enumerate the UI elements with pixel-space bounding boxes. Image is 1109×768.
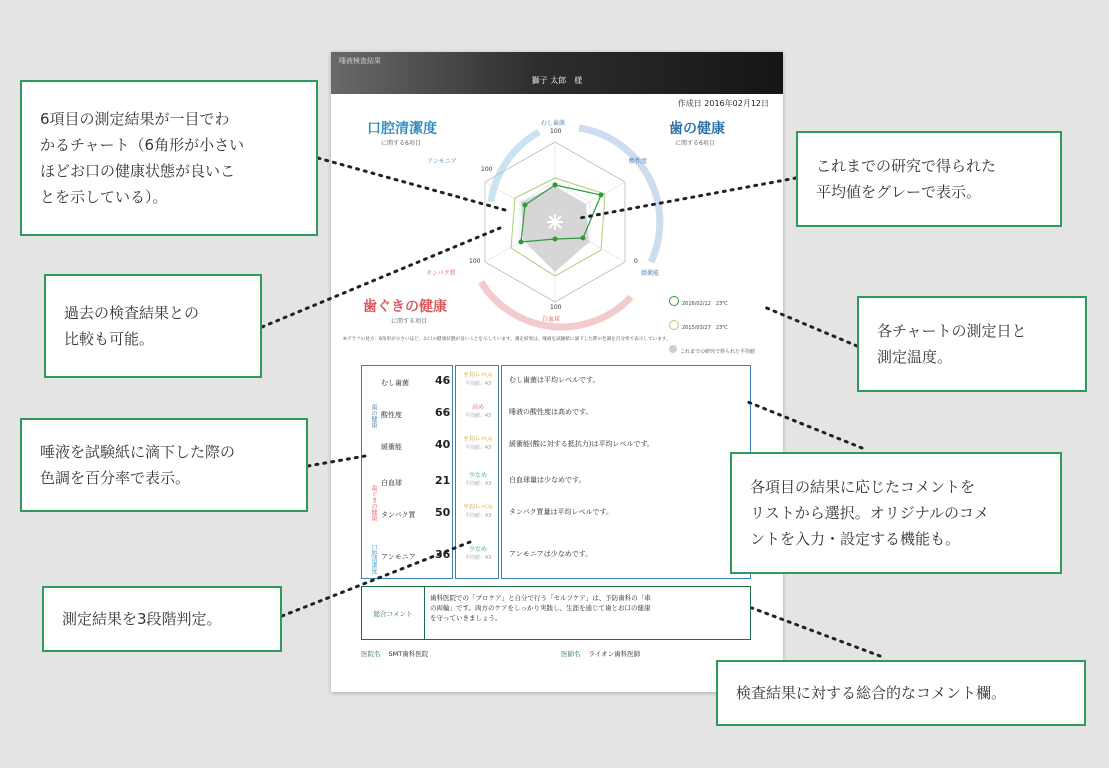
- connector-overall: [752, 608, 880, 656]
- clinic-field: 医院名 SMT歯科医院: [361, 650, 429, 658]
- connector-past: [262, 228, 500, 327]
- item-comment: むし歯菌は平均レベルです。: [509, 376, 600, 384]
- axis-value-top: 100: [550, 128, 562, 135]
- section-gums-sub: に関する項目: [391, 318, 428, 325]
- callout-percent: 唾液を試験紙に滴下した際の 色調を百分率で表示。: [20, 418, 308, 512]
- axis-label-buffer: 緩衝能: [641, 270, 660, 277]
- section-teeth-title: 歯の健康: [669, 121, 725, 137]
- legend-item-current: 2016/02/12 23℃: [669, 290, 755, 309]
- connector-average: [580, 178, 796, 218]
- callout-chart: 6項目の測定結果が一目でわ かるチャート（6角形が小さい ほどお口の健康状態が良いこ とを示している）。: [20, 80, 318, 236]
- item-comment: タンパク質量は平均レベルです。: [509, 508, 613, 516]
- item-value: 46: [435, 374, 451, 387]
- category-teeth: 歯の健康: [370, 404, 377, 428]
- item-judge: 平均レベル 平均値：43: [462, 436, 493, 451]
- item-value: 50: [435, 506, 451, 519]
- category-oral: 口腔清潔度: [370, 544, 377, 574]
- item-judge: 少なめ 平均値：43: [464, 472, 492, 487]
- item-comment: 緩衝能(酸に対する抵抗力)は平均レベルです。: [509, 440, 654, 448]
- item-comment: 白血球量は少なめです。: [509, 476, 586, 484]
- item-value: 40: [435, 438, 451, 451]
- axis-value-bottom: 100: [550, 304, 562, 311]
- item-value: 66: [435, 406, 451, 419]
- item-name: 白血球: [381, 479, 402, 487]
- axis-label-acidity: 酸性度: [629, 158, 648, 165]
- legend-item-past: 2015/03/27 23℃: [669, 314, 755, 333]
- doctor-field: 医師名 ライオン歯科医師: [561, 650, 641, 658]
- item-judge: 平均レベル 平均値：43: [462, 504, 493, 519]
- axis-label-mushiba: むし歯菌: [541, 120, 566, 127]
- axis-label-ammonia: アンモニア: [427, 158, 457, 165]
- document-title: 唾液検査結果: [339, 57, 381, 65]
- section-oral-clean-sub: に関する6項目: [381, 140, 421, 147]
- axis-value-ammonia: 100: [481, 166, 493, 173]
- axis-label-protein: タンパク質: [426, 270, 456, 277]
- section-oral-clean-title: 口腔清潔度: [367, 121, 437, 137]
- axis-value-center: 0: [634, 258, 638, 265]
- item-name: タンパク質: [381, 511, 416, 519]
- callout-average: これまでの研究で得られた 平均値をグレーで表示。: [796, 131, 1062, 227]
- connector-three-level: [282, 542, 470, 616]
- item-comment: 唾液の酸性度は高めです。: [509, 408, 593, 416]
- connector-comment: [748, 402, 862, 448]
- callout-overall: 検査結果に対する総合的なコメント欄。: [716, 660, 1086, 726]
- item-value: 36: [435, 548, 451, 561]
- connector-chart: [318, 158, 505, 210]
- callout-comment: 各項目の結果に応じたコメントを リストから選択。オリジナルのコメ ントを入力・設定する機能も。: [730, 452, 1062, 574]
- item-name: 緩衝能: [381, 443, 402, 451]
- item-name: むし歯菌: [381, 379, 409, 387]
- item-comment: アンモニアは少なめです。: [509, 550, 593, 558]
- callout-date: 各チャートの測定日と 測定温度。: [857, 296, 1087, 392]
- category-gums: 歯ぐきの健康: [370, 485, 377, 521]
- summary-text: 歯科医院での「プロケア」と自分で行う「セルフケア」は、予防歯科の「車 の両輪」です。両方のケアをしっかり実践し、生涯を通じて歯とお口の健康 を守っていきましょう。: [430, 594, 651, 622]
- section-teeth-sub: に関する6項目: [675, 140, 715, 147]
- legend-item-average: これまでの研究で得られた平均値: [669, 338, 755, 357]
- item-value: 21: [435, 474, 451, 487]
- item-name: アンモニア: [381, 553, 416, 561]
- item-name: 酸性度: [381, 411, 402, 419]
- section-gums-title: 歯ぐきの健康: [363, 299, 447, 315]
- connector-percent: [308, 456, 365, 466]
- callout-past: 過去の検査結果との 比較も可能。: [44, 274, 262, 378]
- summary-label: 総合コメント: [362, 587, 425, 639]
- item-judge: 少なめ 平均値：43: [464, 546, 492, 561]
- callout-three-level: 測定結果を3段階判定。: [42, 586, 282, 652]
- axis-value-protein: 100: [469, 258, 481, 265]
- chart-note: ※グラフの見方：6角形が小さいほど、お口の健康状態が良いことを示しています。測定結果は、唾液を試験紙に滴下した際の色調を百分率で表示しています。: [343, 337, 671, 342]
- patient-name: 獅子 太郎 様: [531, 76, 583, 85]
- axis-label-leukocyte: 白血球: [542, 316, 561, 323]
- item-judge: 高め 平均値：43: [464, 404, 492, 419]
- created-date: 作成日 2016年02月12日: [677, 99, 769, 108]
- connector-date: [762, 306, 857, 346]
- item-judge: 平均レベル 平均値：43: [462, 372, 493, 387]
